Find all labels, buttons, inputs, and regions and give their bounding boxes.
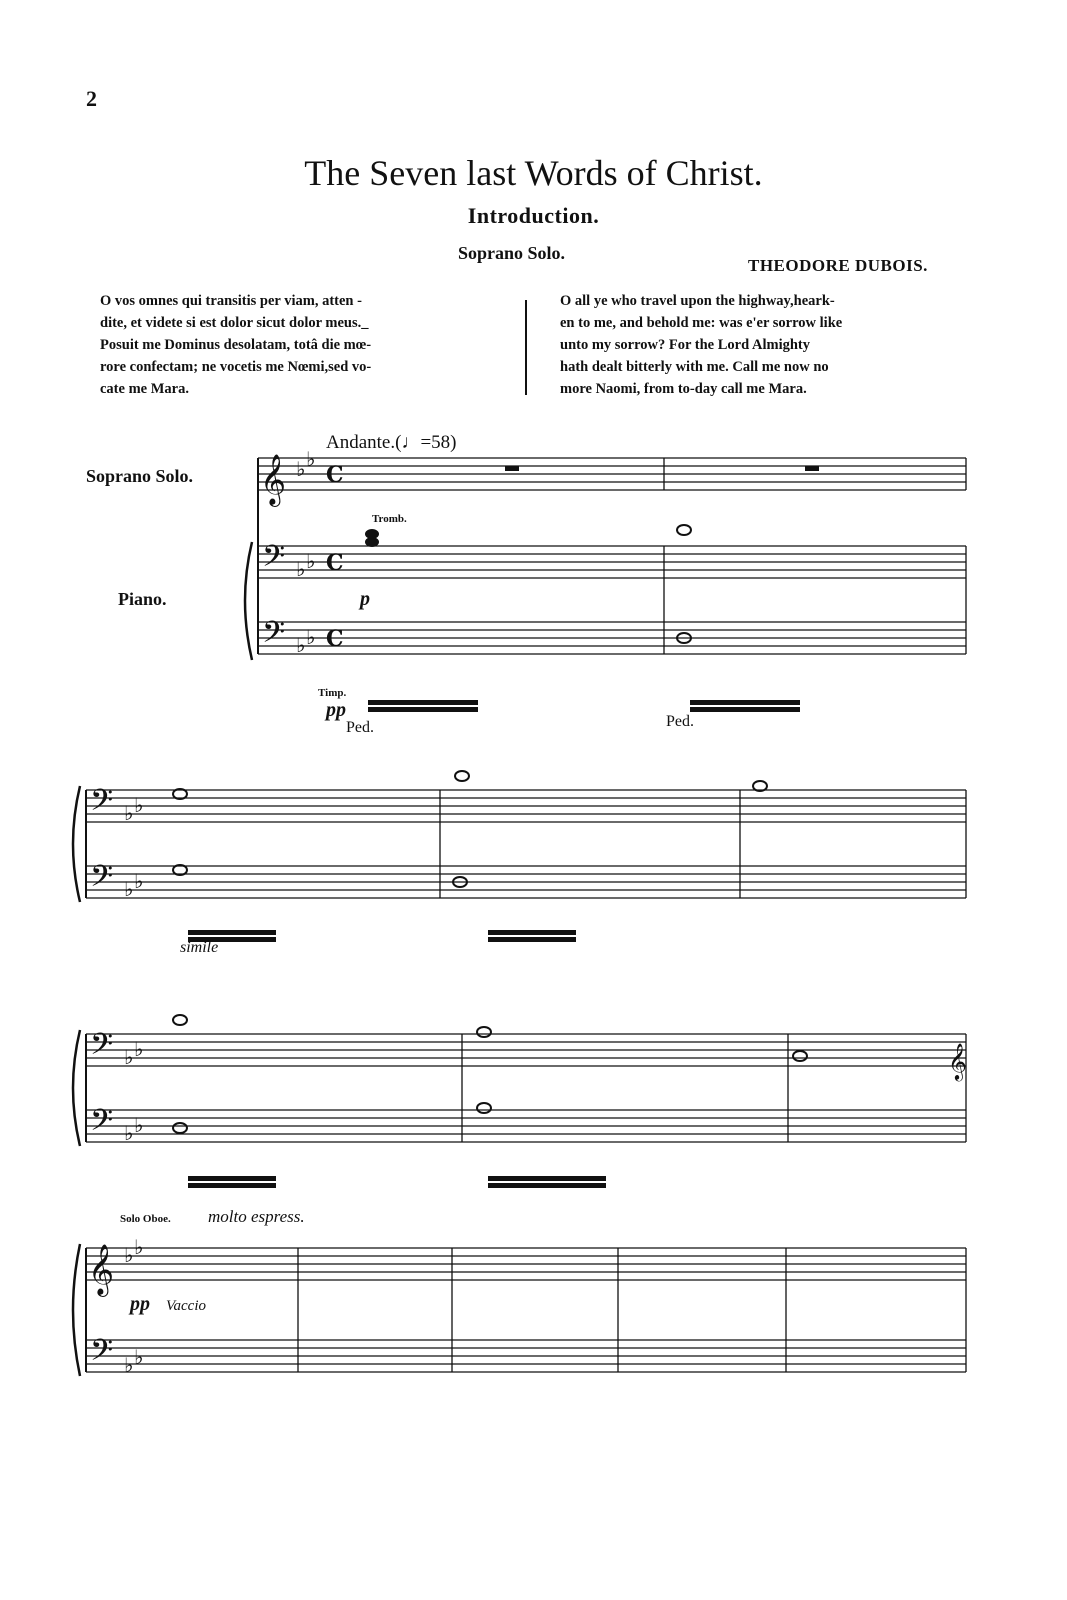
clefs: [88, 447, 967, 1377]
vaccio-marking: Vaccio: [166, 1298, 206, 1314]
pedal-mark: Ped.: [666, 713, 694, 730]
tempo-marking: Andante.(♩=58): [326, 432, 457, 453]
svg-text:C: C: [326, 626, 344, 652]
svg-text:♭: ♭: [124, 1045, 134, 1069]
composer-name: THEODORE DUBOIS.: [748, 256, 928, 275]
system-2: [86, 790, 966, 898]
tromb-cue: Tromb.: [372, 513, 407, 525]
page-title: The Seven last Words of Christ.: [304, 153, 763, 193]
molto-espress-marking: molto espress.: [208, 1207, 305, 1226]
voice-part: Soprano Solo.: [458, 243, 566, 263]
svg-text:𝄢: 𝄢: [90, 1334, 114, 1375]
svg-text:♭: ♭: [296, 557, 306, 581]
svg-text:♭: ♭: [134, 869, 144, 893]
dynamic-pp-oboe: pp: [130, 1293, 150, 1315]
latin-line: dite, et videte si est dolor sicut dolor meus._: [100, 315, 369, 331]
pedal-mark: Ped.: [346, 719, 374, 736]
soprano-staff: [258, 458, 966, 490]
svg-text:C: C: [326, 462, 344, 488]
system-4: [86, 1248, 966, 1372]
piano-staff-label: Piano.: [118, 589, 167, 609]
svg-text:𝄞: 𝄞: [948, 1042, 967, 1080]
svg-text:♭: ♭: [124, 1243, 134, 1267]
latin-line: Posuit me Dominus desolatam, totâ die mœ-: [100, 337, 372, 353]
svg-text:𝄞: 𝄞: [260, 454, 287, 505]
latin-line: rore confectam; ne vocetis me Nœmi,sed vo-: [100, 359, 372, 375]
page-number: 2: [86, 86, 97, 111]
svg-text:♭: ♭: [306, 625, 316, 649]
svg-text:♭: ♭: [134, 1345, 144, 1369]
english-line: unto my sorrow? For the Lord Almighty: [560, 337, 810, 353]
svg-text:♭: ♭: [296, 633, 306, 657]
svg-text:♭: ♭: [124, 1121, 134, 1145]
svg-text:𝄢: 𝄢: [90, 860, 114, 901]
piano-lower-staff: [258, 622, 966, 654]
svg-text:𝄢: 𝄢: [90, 784, 114, 825]
svg-text:♭: ♭: [124, 877, 134, 901]
svg-text:𝄢: 𝄢: [262, 540, 286, 581]
piano-upper-staff: [258, 546, 966, 578]
latin-line: cate me Mara.: [100, 381, 189, 397]
svg-text:♭: ♭: [124, 1353, 134, 1377]
svg-text:♭: ♭: [306, 447, 316, 471]
svg-text:𝄢: 𝄢: [90, 1028, 114, 1069]
svg-text:♭: ♭: [306, 549, 316, 573]
svg-text:♭: ♭: [134, 1235, 144, 1259]
timpani-rolls: [188, 700, 800, 1188]
svg-text:♭: ♭: [134, 1113, 144, 1137]
latin-line: O vos omnes qui transitis per viam, atten -: [100, 293, 362, 309]
english-line: en to me, and behold me: was e'er sorrow like: [560, 315, 843, 331]
section-subtitle: Introduction.: [467, 203, 600, 228]
system-3: [86, 1034, 966, 1142]
dynamic-pp: pp: [326, 699, 346, 721]
timp-cue: Timp.: [318, 687, 347, 699]
oboe-cue: Solo Oboe.: [120, 1213, 171, 1225]
dynamic-p: p: [360, 588, 370, 610]
english-line: more Naomi, from to-day call me Mara.: [560, 381, 807, 397]
svg-text:𝄞: 𝄞: [88, 1244, 115, 1295]
svg-text:C: C: [326, 550, 344, 576]
svg-text:𝄢: 𝄢: [262, 616, 286, 657]
svg-text:♭: ♭: [134, 1037, 144, 1061]
soprano-staff-label: Soprano Solo.: [86, 466, 194, 486]
english-line: hath dealt bitterly with me. Call me now no: [560, 359, 829, 375]
english-line: O all ye who travel upon the highway,heark-: [560, 293, 835, 309]
svg-text:𝄢: 𝄢: [90, 1104, 114, 1145]
svg-text:♭: ♭: [134, 793, 144, 817]
simile-marking: simile: [180, 939, 219, 956]
svg-text:♭: ♭: [124, 801, 134, 825]
svg-text:♭: ♭: [296, 457, 306, 481]
